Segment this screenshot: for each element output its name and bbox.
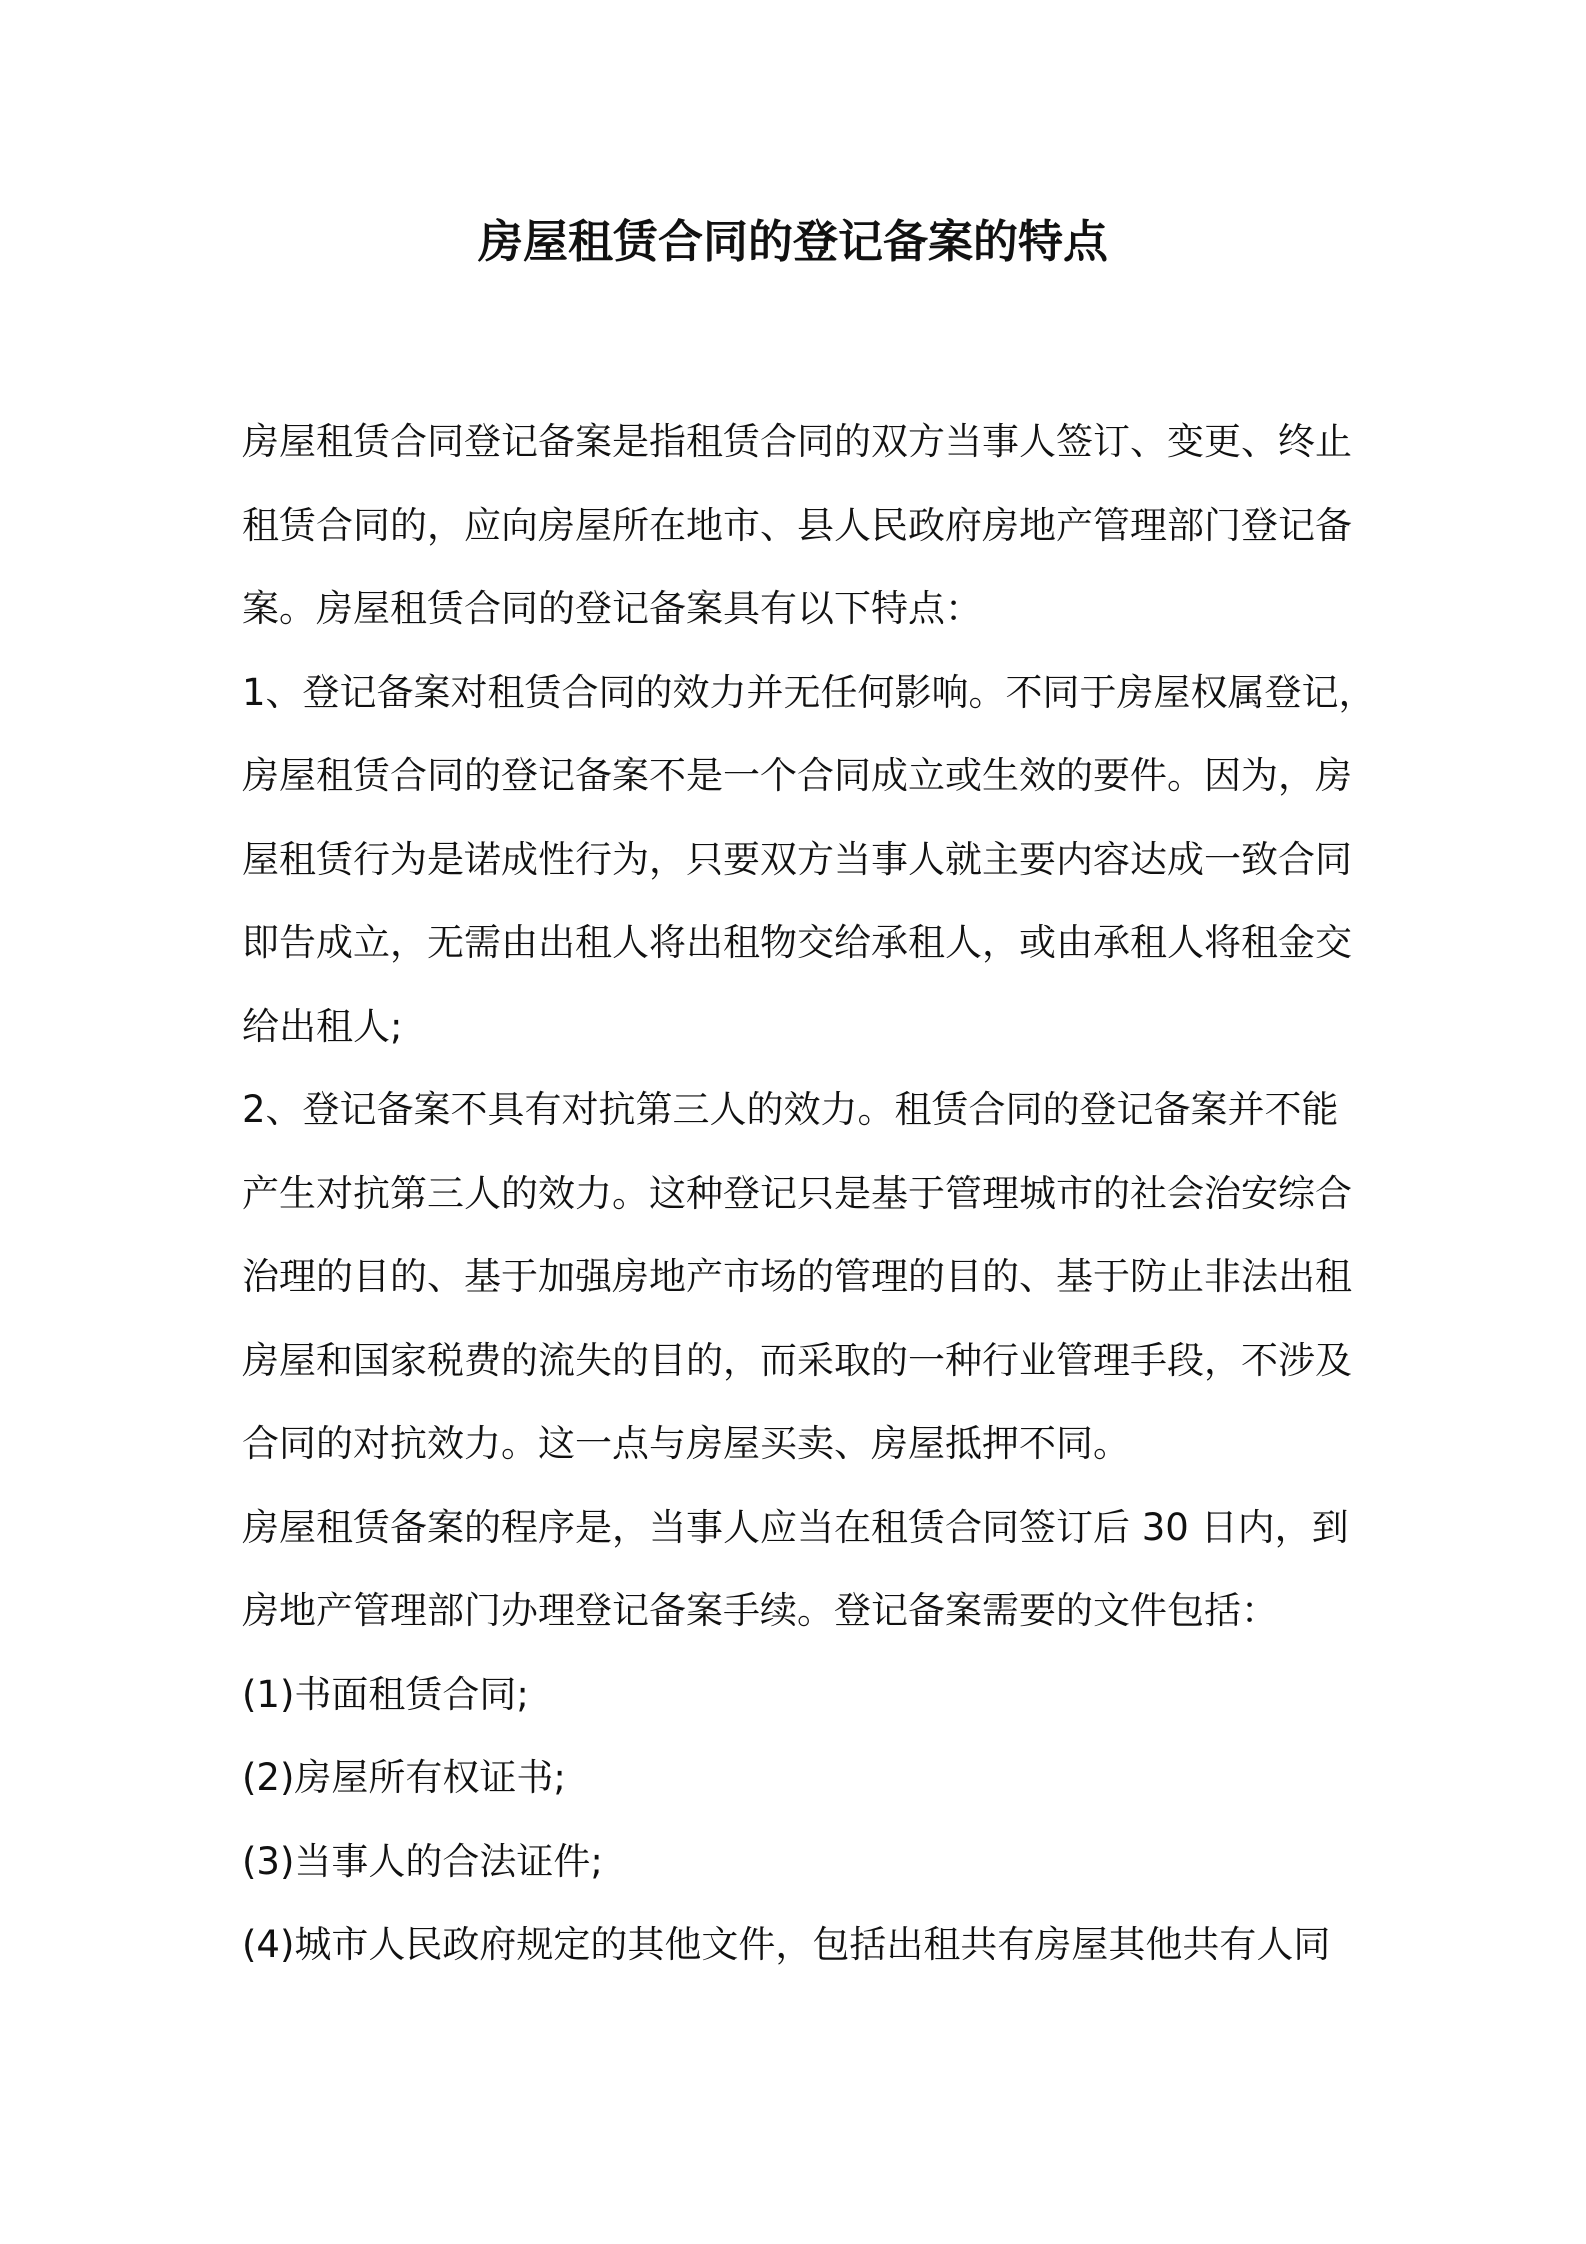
text-line: (3)当事人的合法证件;	[242, 1839, 603, 1883]
text-line: (1)书面租赁合同;	[242, 1672, 529, 1716]
text-line: 治理的目的、基于加强房地产市场的管理的目的、基于防止非法出租	[242, 1255, 1352, 1298]
document-title: 房屋租赁合同的登记备案的特点	[477, 215, 1108, 268]
text-line: 产生对抗第三人的效力。这种登记只是基于管理城市的社会治安综合	[242, 1171, 1352, 1215]
text-line: 租赁合同的，应向房屋所在地市、县人民政府房地产管理部门登记备	[242, 503, 1352, 547]
text-line: 屋租赁行为是诺成性行为，只要双方当事人就主要内容达成一致合同	[242, 837, 1352, 881]
text-line: 给出租人;	[242, 1004, 403, 1048]
text-line: 房地产管理部门办理登记备案手续。登记备案需要的文件包括：	[242, 1589, 1278, 1632]
text-line: 即告成立，无需由出租人将出租物交给承租人，或由承租人将租金交	[242, 921, 1352, 964]
document-body	[242, 400, 1376, 1987]
text-line: 2、登记备案不具有对抗第三人的效力。租赁合同的登记备案并不能	[242, 1088, 1339, 1131]
text-line: (2)房屋所有权证书;	[242, 1756, 566, 1799]
text-line: 房屋租赁合同的登记备案不是一个合同成立或生效的要件。因为，房	[242, 754, 1352, 797]
text-line: 1、登记备案对租赁合同的效力并无任何影响。不同于房屋权属登记，	[242, 670, 1376, 714]
text-line: 案。房屋租赁合同的登记备案具有以下特点：	[242, 587, 982, 630]
text-line: 房屋租赁备案的程序是，当事人应当在租赁合同签订后 30 日内，到	[242, 1505, 1349, 1549]
text-line: 房屋和国家税费的流失的目的，而采取的一种行业管理手段，不涉及	[242, 1338, 1352, 1382]
text-line: 合同的对抗效力。这一点与房屋买卖、房屋抵押不同。	[242, 1422, 1130, 1465]
text-line: 房屋租赁合同登记备案是指租赁合同的双方当事人签订、变更、终止	[242, 420, 1352, 463]
text-line: (4)城市人民政府规定的其他文件，包括出租共有房屋其他共有人同	[242, 1923, 1331, 1966]
